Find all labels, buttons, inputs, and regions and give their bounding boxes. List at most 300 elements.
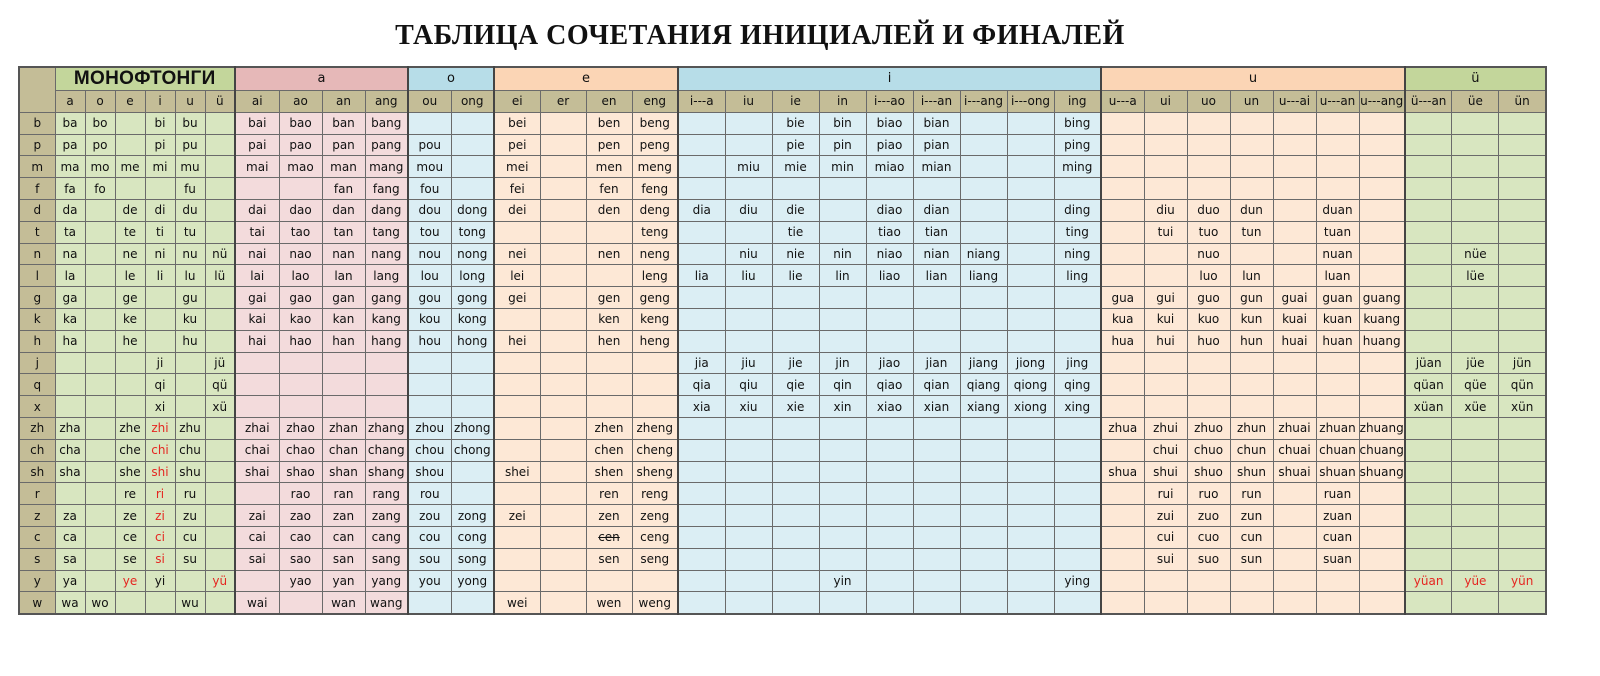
syllable-cell	[1007, 287, 1054, 309]
syllable-cell: rao	[279, 483, 322, 505]
syllable-cell: kun	[1230, 308, 1273, 330]
syllable-cell: cu	[175, 526, 205, 548]
syllable-cell	[1405, 156, 1452, 178]
syllable-cell	[1359, 112, 1405, 134]
table-row	[19, 178, 1546, 200]
syllable-cell	[408, 592, 451, 614]
syllable-cell: song	[451, 548, 494, 570]
syllable-cell	[1144, 243, 1187, 265]
syllable-cell: liao	[866, 265, 913, 287]
syllable-cell	[1359, 548, 1405, 570]
syllable-cell	[1499, 287, 1546, 309]
final-header: i---ao	[866, 91, 913, 113]
syllable-cell: chan	[322, 439, 365, 461]
syllable-cell: dai	[235, 199, 279, 221]
syllable-cell: qing	[1054, 374, 1101, 396]
initial-label: d	[19, 199, 55, 221]
syllable-cell	[1054, 417, 1101, 439]
final-header: ei	[494, 91, 540, 113]
syllable-cell	[540, 243, 586, 265]
syllable-cell	[1452, 461, 1499, 483]
syllable-cell: shou	[408, 461, 451, 483]
syllable-cell	[819, 505, 866, 527]
syllable-cell: mian	[913, 156, 960, 178]
syllable-cell	[678, 461, 725, 483]
syllable-cell: qiao	[866, 374, 913, 396]
syllable-cell: xüe	[1452, 396, 1499, 418]
syllable-cell	[960, 221, 1007, 243]
syllable-cell: guai	[1273, 287, 1316, 309]
syllable-cell	[115, 134, 145, 156]
syllable-cell	[1405, 199, 1452, 221]
syllable-cell	[1230, 374, 1273, 396]
syllable-cell	[1405, 134, 1452, 156]
syllable-cell	[1101, 265, 1144, 287]
syllable-cell: zhuai	[1273, 417, 1316, 439]
syllable-cell	[1316, 374, 1359, 396]
syllable-cell: xia	[678, 396, 725, 418]
syllable-cell	[205, 330, 235, 352]
syllable-cell: cui	[1144, 526, 1187, 548]
table-row	[19, 505, 1546, 527]
syllable-cell: qie	[772, 374, 819, 396]
syllable-cell: jin	[819, 352, 866, 374]
syllable-cell: chen	[586, 439, 632, 461]
syllable-cell: le	[115, 265, 145, 287]
syllable-cell: gou	[408, 287, 451, 309]
syllable-cell: wang	[365, 592, 408, 614]
syllable-cell	[1452, 308, 1499, 330]
syllable-cell	[205, 439, 235, 461]
initial-label: b	[19, 112, 55, 134]
syllable-cell: zhen	[586, 417, 632, 439]
syllable-cell	[960, 308, 1007, 330]
syllable-cell: kua	[1101, 308, 1144, 330]
syllable-cell: rang	[365, 483, 408, 505]
syllable-cell	[1273, 483, 1316, 505]
final-header: ie	[772, 91, 819, 113]
syllable-cell: man	[322, 156, 365, 178]
syllable-cell	[540, 570, 586, 592]
syllable-cell	[205, 221, 235, 243]
syllable-cell	[1452, 178, 1499, 200]
syllable-cell	[1101, 483, 1144, 505]
syllable-cell: she	[115, 461, 145, 483]
syllable-cell	[1187, 134, 1230, 156]
syllable-cell	[1054, 330, 1101, 352]
syllable-cell	[1230, 570, 1273, 592]
syllable-cell: shuai	[1273, 461, 1316, 483]
syllable-cell	[1452, 505, 1499, 527]
syllable-cell: tu	[175, 221, 205, 243]
syllable-cell	[1007, 461, 1054, 483]
syllable-cell	[960, 287, 1007, 309]
syllable-cell: hun	[1230, 330, 1273, 352]
syllable-cell	[772, 308, 819, 330]
syllable-cell: zang	[365, 505, 408, 527]
syllable-cell	[408, 396, 451, 418]
syllable-cell	[1054, 461, 1101, 483]
syllable-cell	[1405, 417, 1452, 439]
syllable-cell	[279, 352, 322, 374]
syllable-cell	[85, 199, 115, 221]
syllable-cell	[540, 417, 586, 439]
syllable-cell: zui	[1144, 505, 1187, 527]
syllable-cell: sou	[408, 548, 451, 570]
syllable-cell	[451, 483, 494, 505]
syllable-cell: tie	[772, 221, 819, 243]
syllable-cell: shao	[279, 461, 322, 483]
syllable-cell: sa	[55, 548, 85, 570]
syllable-cell	[540, 156, 586, 178]
syllable-cell	[866, 570, 913, 592]
syllable-cell: cha	[55, 439, 85, 461]
table-row	[19, 308, 1546, 330]
syllable-cell: pei	[494, 134, 540, 156]
syllable-cell: wo	[85, 592, 115, 614]
syllable-cell	[866, 330, 913, 352]
syllable-cell	[1273, 178, 1316, 200]
syllable-cell: zhai	[235, 417, 279, 439]
syllable-cell	[678, 178, 725, 200]
syllable-cell: huo	[1187, 330, 1230, 352]
syllable-cell	[725, 308, 772, 330]
syllable-cell	[1499, 330, 1546, 352]
syllable-cell	[960, 526, 1007, 548]
syllable-cell: qiong	[1007, 374, 1054, 396]
syllable-cell	[85, 374, 115, 396]
syllable-cell: weng	[632, 592, 678, 614]
syllable-cell: fou	[408, 178, 451, 200]
syllable-cell	[205, 112, 235, 134]
syllable-cell: du	[175, 199, 205, 221]
syllable-cell: wan	[322, 592, 365, 614]
final-header: ai	[235, 91, 279, 113]
syllable-cell	[540, 112, 586, 134]
syllable-cell	[678, 592, 725, 614]
syllable-cell: kao	[279, 308, 322, 330]
syllable-cell: cun	[1230, 526, 1273, 548]
syllable-cell	[678, 156, 725, 178]
initial-label: k	[19, 308, 55, 330]
syllable-cell: xiao	[866, 396, 913, 418]
syllable-cell	[1144, 396, 1187, 418]
final-header: u---an	[1316, 91, 1359, 113]
syllable-cell: niao	[866, 243, 913, 265]
syllable-cell: ding	[1054, 199, 1101, 221]
syllable-cell: sheng	[632, 461, 678, 483]
syllable-cell	[913, 461, 960, 483]
syllable-cell: ji	[145, 352, 175, 374]
syllable-cell	[1273, 505, 1316, 527]
syllable-cell: nao	[279, 243, 322, 265]
syllable-cell	[1054, 505, 1101, 527]
syllable-cell	[1452, 287, 1499, 309]
syllable-cell: dao	[279, 199, 322, 221]
syllable-cell	[365, 374, 408, 396]
syllable-cell: pin	[819, 134, 866, 156]
syllable-cell	[960, 592, 1007, 614]
table-row	[19, 265, 1546, 287]
syllable-cell: ben	[586, 112, 632, 134]
syllable-cell	[1273, 112, 1316, 134]
syllable-cell: hou	[408, 330, 451, 352]
syllable-cell: long	[451, 265, 494, 287]
table-row	[19, 243, 1546, 265]
syllable-cell: hao	[279, 330, 322, 352]
syllable-cell: shai	[235, 461, 279, 483]
syllable-cell: keng	[632, 308, 678, 330]
syllable-cell	[1054, 308, 1101, 330]
syllable-cell: cai	[235, 526, 279, 548]
syllable-cell	[913, 592, 960, 614]
syllable-cell: fei	[494, 178, 540, 200]
final-header: eng	[632, 91, 678, 113]
syllable-cell	[494, 417, 540, 439]
syllable-cell	[1230, 352, 1273, 374]
syllable-cell: bang	[365, 112, 408, 134]
group-header-6: ü	[1405, 67, 1546, 91]
syllable-cell	[772, 461, 819, 483]
syllable-cell: nen	[586, 243, 632, 265]
syllable-cell: zhun	[1230, 417, 1273, 439]
syllable-cell: pai	[235, 134, 279, 156]
syllable-cell	[115, 178, 145, 200]
syllable-cell	[205, 592, 235, 614]
syllable-cell: fang	[365, 178, 408, 200]
syllable-cell	[586, 396, 632, 418]
syllable-cell: zu	[175, 505, 205, 527]
syllable-cell: bao	[279, 112, 322, 134]
syllable-cell	[235, 374, 279, 396]
final-header: an	[322, 91, 365, 113]
syllable-cell: xie	[772, 396, 819, 418]
table-row	[19, 570, 1546, 592]
syllable-cell	[1452, 592, 1499, 614]
syllable-cell: zong	[451, 505, 494, 527]
syllable-cell	[725, 592, 772, 614]
syllable-cell: yang	[365, 570, 408, 592]
syllable-cell: shi	[145, 461, 175, 483]
syllable-cell	[1230, 243, 1273, 265]
syllable-cell	[1007, 265, 1054, 287]
syllable-cell	[279, 396, 322, 418]
syllable-cell	[115, 396, 145, 418]
syllable-cell: gang	[365, 287, 408, 309]
syllable-cell	[322, 396, 365, 418]
syllable-cell: miu	[725, 156, 772, 178]
syllable-cell: huai	[1273, 330, 1316, 352]
syllable-cell: bai	[235, 112, 279, 134]
syllable-cell: mai	[235, 156, 279, 178]
group-header-monophthongs: МОНОФТОНГИ	[55, 67, 235, 91]
syllable-cell	[960, 461, 1007, 483]
syllable-cell	[866, 461, 913, 483]
syllable-cell: pang	[365, 134, 408, 156]
syllable-cell	[1054, 439, 1101, 461]
syllable-cell	[205, 461, 235, 483]
syllable-cell	[1007, 592, 1054, 614]
syllable-cell	[1007, 199, 1054, 221]
final-header: ing	[1054, 91, 1101, 113]
syllable-cell	[586, 374, 632, 396]
syllable-cell: nuan	[1316, 243, 1359, 265]
syllable-cell: zhong	[451, 417, 494, 439]
table-row	[19, 199, 1546, 221]
final-header: ong	[451, 91, 494, 113]
syllable-cell	[540, 221, 586, 243]
syllable-cell	[205, 526, 235, 548]
syllable-cell: hang	[365, 330, 408, 352]
syllable-cell	[451, 112, 494, 134]
syllable-cell: mao	[279, 156, 322, 178]
syllable-cell: xiu	[725, 396, 772, 418]
syllable-cell	[725, 134, 772, 156]
syllable-cell	[1101, 178, 1144, 200]
syllable-cell	[1316, 570, 1359, 592]
syllable-cell: gu	[175, 287, 205, 309]
syllable-cell: guan	[1316, 287, 1359, 309]
syllable-cell: ba	[55, 112, 85, 134]
syllable-cell: ken	[586, 308, 632, 330]
syllable-cell	[451, 461, 494, 483]
syllable-cell: deng	[632, 199, 678, 221]
syllable-cell	[451, 396, 494, 418]
syllable-cell	[819, 526, 866, 548]
syllable-cell	[279, 178, 322, 200]
syllable-cell	[1007, 505, 1054, 527]
syllable-cell: ming	[1054, 156, 1101, 178]
group-header-3: e	[494, 67, 678, 91]
syllable-cell: gen	[586, 287, 632, 309]
initial-label: g	[19, 287, 55, 309]
syllable-cell: tan	[322, 221, 365, 243]
syllable-cell: tou	[408, 221, 451, 243]
syllable-cell: geng	[632, 287, 678, 309]
syllable-cell: tiao	[866, 221, 913, 243]
syllable-cell: chuai	[1273, 439, 1316, 461]
syllable-cell	[1144, 156, 1187, 178]
syllable-cell	[540, 526, 586, 548]
syllable-cell: dang	[365, 199, 408, 221]
table-row	[19, 461, 1546, 483]
syllable-cell	[1054, 592, 1101, 614]
syllable-cell	[1101, 548, 1144, 570]
syllable-cell: yao	[279, 570, 322, 592]
syllable-cell: qüe	[1452, 374, 1499, 396]
syllable-cell	[632, 374, 678, 396]
syllable-cell	[1101, 156, 1144, 178]
syllable-cell: bi	[145, 112, 175, 134]
syllable-cell	[1101, 221, 1144, 243]
syllable-cell	[1499, 156, 1546, 178]
syllable-cell	[1273, 352, 1316, 374]
syllable-cell	[1452, 330, 1499, 352]
syllable-cell	[1499, 243, 1546, 265]
syllable-cell	[819, 483, 866, 505]
syllable-cell	[1144, 570, 1187, 592]
syllable-cell	[175, 352, 205, 374]
syllable-cell	[408, 112, 451, 134]
syllable-cell	[772, 505, 819, 527]
syllable-cell	[540, 352, 586, 374]
syllable-cell	[678, 483, 725, 505]
syllable-cell: cen	[586, 526, 632, 548]
syllable-cell	[115, 112, 145, 134]
syllable-cell	[866, 548, 913, 570]
syllable-cell: ce	[115, 526, 145, 548]
syllable-cell: jia	[678, 352, 725, 374]
syllable-cell: zhui	[1144, 417, 1187, 439]
syllable-cell: duan	[1316, 199, 1359, 221]
syllable-cell: lao	[279, 265, 322, 287]
syllable-cell: gan	[322, 287, 365, 309]
syllable-cell: xi	[145, 396, 175, 418]
syllable-cell	[866, 526, 913, 548]
syllable-cell: ri	[145, 483, 175, 505]
syllable-cell: run	[1230, 483, 1273, 505]
syllable-cell: shui	[1144, 461, 1187, 483]
syllable-cell	[494, 374, 540, 396]
syllable-cell	[1101, 396, 1144, 418]
syllable-cell: qi	[145, 374, 175, 396]
syllable-cell: guang	[1359, 287, 1405, 309]
syllable-cell	[1405, 592, 1452, 614]
syllable-cell	[1316, 592, 1359, 614]
syllable-cell: den	[586, 199, 632, 221]
syllable-cell	[1007, 526, 1054, 548]
group-header-2: o	[408, 67, 494, 91]
syllable-cell: zei	[494, 505, 540, 527]
syllable-cell	[1007, 483, 1054, 505]
syllable-cell	[1230, 112, 1273, 134]
syllable-cell: cang	[365, 526, 408, 548]
syllable-cell	[1273, 592, 1316, 614]
group-header-5: u	[1101, 67, 1405, 91]
table-row	[19, 417, 1546, 439]
syllable-cell	[1230, 156, 1273, 178]
syllable-cell: ma	[55, 156, 85, 178]
syllable-cell: pen	[586, 134, 632, 156]
final-header: en	[586, 91, 632, 113]
syllable-cell	[678, 308, 725, 330]
syllable-cell	[1359, 221, 1405, 243]
syllable-cell	[913, 287, 960, 309]
syllable-cell: yan	[322, 570, 365, 592]
syllable-cell: diu	[725, 199, 772, 221]
syllable-cell: diao	[866, 199, 913, 221]
syllable-cell: yi	[145, 570, 175, 592]
syllable-cell	[678, 221, 725, 243]
syllable-cell	[819, 221, 866, 243]
syllable-cell: mi	[145, 156, 175, 178]
final-header: er	[540, 91, 586, 113]
syllable-cell	[451, 352, 494, 374]
final-header: i---ong	[1007, 91, 1054, 113]
syllable-cell: hu	[175, 330, 205, 352]
syllable-cell	[1499, 461, 1546, 483]
syllable-cell	[725, 221, 772, 243]
syllable-cell	[1405, 308, 1452, 330]
syllable-cell	[1230, 592, 1273, 614]
final-header: ü---an	[1405, 91, 1452, 113]
syllable-cell: sao	[279, 548, 322, 570]
syllable-cell: yüan	[1405, 570, 1452, 592]
syllable-cell: luan	[1316, 265, 1359, 287]
syllable-cell	[1359, 265, 1405, 287]
syllable-cell: nan	[322, 243, 365, 265]
syllable-cell	[494, 548, 540, 570]
